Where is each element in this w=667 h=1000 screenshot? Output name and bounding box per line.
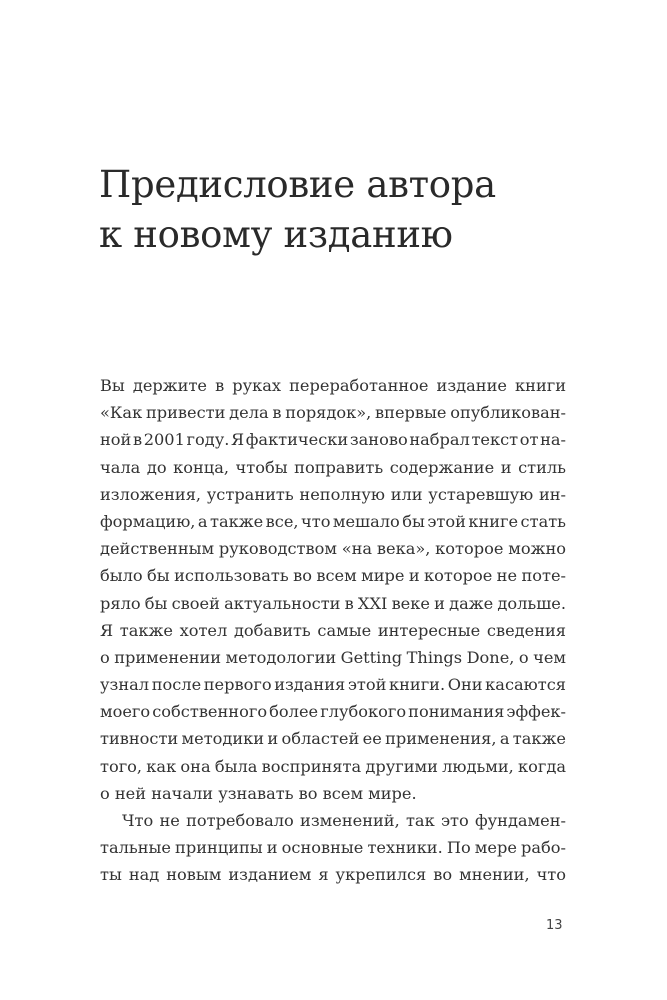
text-line: Вы держите в руках переработанное издание книги [100, 376, 566, 395]
text-line: узнал после первого издания этой книги. Они касаются [100, 675, 566, 695]
text-line: тивности методики и областей ее применения, а также [100, 729, 566, 749]
text-line: было бы использовать во всем мире и которое не поте- [100, 566, 566, 586]
paragraph [100, 372, 566, 807]
paragraph [100, 807, 566, 889]
text-line: Я также хотел добавить самые интересные сведения [100, 620, 566, 640]
text-line: того, как она была воспринята другими людьми, когда [100, 756, 566, 776]
text-line: о применении методологии Getting Things Done, о чем [100, 647, 566, 667]
text-line: о ней начали узнавать во всем мире. [100, 783, 417, 803]
text-line: чала до конца, чтобы поправить содержание и стиль [100, 457, 566, 477]
chapter-title [99, 160, 579, 260]
text-line: формацию, а также все, что мешало бы этой книге стать [100, 511, 566, 531]
text-line: ряло бы своей актуальности в XXI веке и даже дольше. [100, 593, 566, 613]
text-line: действенным руководством «на века», которое можно [100, 539, 566, 559]
body-text [100, 372, 566, 889]
text-line: ной в 2001 году. Я фактически заново набрал текст от на- [100, 430, 566, 450]
text-line: Что не потребовало изменений, так это фундамен- [122, 811, 566, 830]
text-line: ты над новым изданием я укрепился во мнении, что [100, 865, 566, 885]
text-line: моего собственного более глубокого понимания эффек- [100, 702, 566, 722]
text-line: «Как привести дела в порядок», впервые опубликован- [100, 403, 566, 423]
text-line: тальные принципы и основные техники. По мере рабо- [100, 838, 566, 858]
text-line: изложения, устранить неполную или устаревшую ин- [100, 484, 566, 504]
chapter-title-line: к новому изданию [99, 213, 453, 256]
page-number: 13 [546, 918, 563, 933]
chapter-title-line: Предисловие автора [99, 163, 496, 206]
